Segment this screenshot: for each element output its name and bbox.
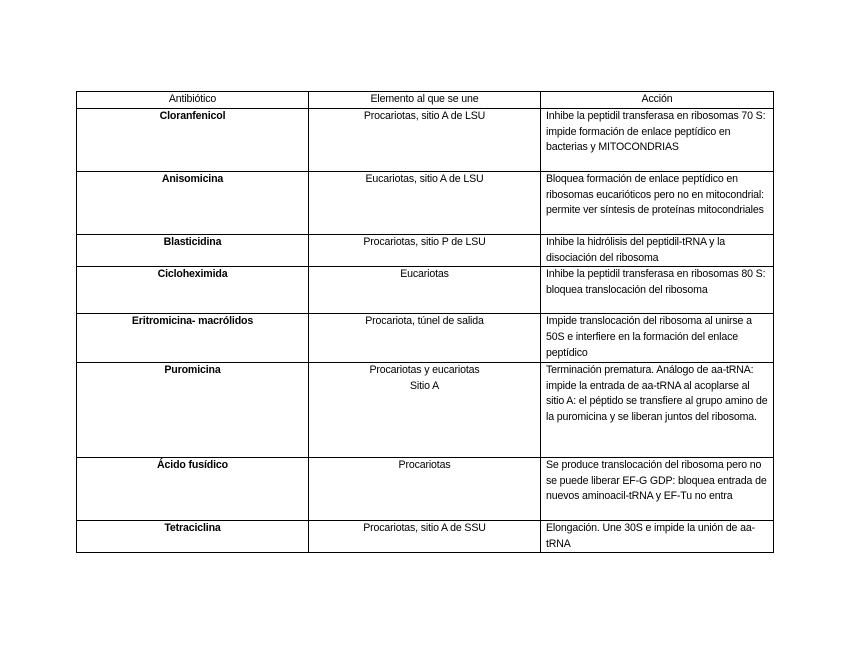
binding-target: Procariotas, sitio P de LSU bbox=[309, 234, 541, 267]
action-description: Impide translocación del ribosoma al unirse a 50S e interfiere en la formación del enlace peptídico bbox=[541, 314, 774, 362]
table-row bbox=[77, 108, 774, 171]
table-row bbox=[77, 314, 774, 362]
antibiotic-name: Blasticidina bbox=[77, 234, 309, 267]
header-action: Acción bbox=[541, 92, 774, 109]
action-description: Inhibe la peptidil transferasa en ribosomas 70 S: impide formación de enlace peptídico en bacterias y MITOCONDRIAS bbox=[541, 108, 774, 171]
action-description: Inhibe la hidrólisis del peptidil-tRNA y la disociación del ribosoma bbox=[541, 234, 774, 267]
action-description: Terminación prematura. Análogo de aa-tRNA: impide la entrada de aa-tRNA al acoplarse al sitio A: el péptido se transfiere al grupo amino de la puromicina y se liberan juntos del ribosoma. bbox=[541, 362, 774, 457]
binding-target: Eucariotas bbox=[309, 267, 541, 314]
antibiotic-name: Ácido fusídico bbox=[77, 457, 309, 520]
header-target: Elemento al que se une bbox=[309, 92, 541, 109]
table-row bbox=[77, 520, 774, 553]
table-row bbox=[77, 171, 774, 234]
binding-target: Procariotas, sitio A de LSU bbox=[309, 108, 541, 171]
header-row bbox=[77, 92, 774, 109]
action-description: Bloquea formación de enlace peptídico en ribosomas eucarióticos pero no en mitocondrial: permite ver síntesis de proteínas mitocondriales bbox=[541, 171, 774, 234]
table-row bbox=[77, 362, 774, 457]
binding-target: Procariota, túnel de salida bbox=[309, 314, 541, 362]
antibiotic-name: Cicloheximida bbox=[77, 267, 309, 314]
binding-target: Procariotas bbox=[309, 457, 541, 520]
table-row bbox=[77, 267, 774, 314]
binding-target: Procariotas, sitio A de SSU bbox=[309, 520, 541, 553]
binding-target: Procariotas y eucariotas Sitio A bbox=[309, 362, 541, 457]
binding-target: Eucariotas, sitio A de LSU bbox=[309, 171, 541, 234]
header-antibiotic: Antibiótico bbox=[77, 92, 309, 109]
table-row bbox=[77, 234, 774, 267]
action-description: Se produce translocación del ribosoma pero no se puede liberar EF-G GDP: bloquea entrada de nuevos aminoacil-tRNA y EF-Tu no entra bbox=[541, 457, 774, 520]
action-description: Elongación. Une 30S e impide la unión de aa-tRNA bbox=[541, 520, 774, 553]
antibiotic-name: Eritromicina- macrólidos bbox=[77, 314, 309, 362]
antibiotic-name: Tetraciclina bbox=[77, 520, 309, 553]
antibiotic-name: Cloranfenicol bbox=[77, 108, 309, 171]
table-row bbox=[77, 457, 774, 520]
antibiotic-name: Puromicina bbox=[77, 362, 309, 457]
table-body bbox=[77, 108, 774, 553]
table-header bbox=[77, 92, 774, 109]
antibiotic-name: Anisomicina bbox=[77, 171, 309, 234]
antibiotics-table bbox=[76, 91, 774, 553]
action-description: Inhibe la peptidil transferasa en ribosomas 80 S: bloquea translocación del ribosoma bbox=[541, 267, 774, 314]
